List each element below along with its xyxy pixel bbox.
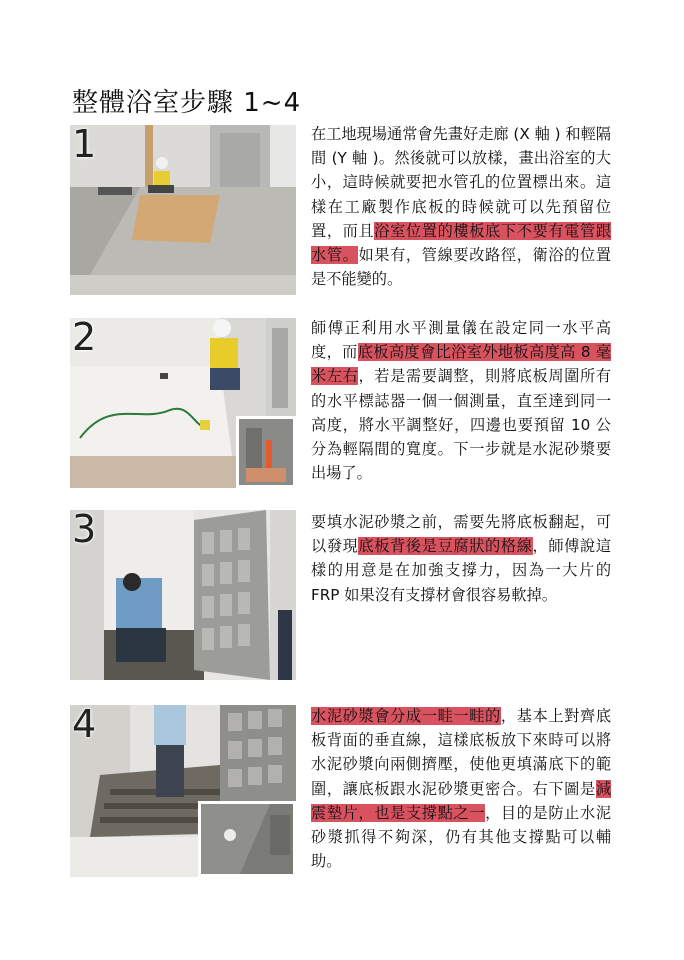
step-2-text [311, 316, 611, 485]
step-3-text-part: ，師傅說這樣的用意是在加強支撐力，因為一大片的 FRP 如果沒有支撐材會很容易軟掉。 [311, 537, 612, 604]
step-1-text-part: 在工地現場通常會先畫好走廊 (X 軸 ) 和輕隔間 (Y 軸 )。然後就可以放樣，畫出浴室的大小，這時候就要把水管孔的位置標出來。這樣在工廠製作底板的時候就可以先預留位置，而且 [311, 125, 611, 240]
step-3-text-part: 要填水泥砂漿之前，需要先將底板翻起，可以發現 [311, 513, 611, 556]
step-4-number: 4 [72, 705, 97, 746]
page-title: 整體浴室步驟 1~4 [72, 88, 302, 118]
step-2-photo [70, 318, 296, 488]
step-2-highlight: 底板高度會比浴室外地板高度高 8 毫米左右 [311, 343, 611, 386]
step-1-number: 1 [72, 125, 97, 166]
step-3-photo [70, 510, 296, 680]
step-1-text [311, 122, 611, 291]
step-1-highlight: 浴室位置的樓板底下不要有電管跟水管。 [311, 221, 612, 265]
step-1-photo [70, 125, 296, 295]
step-4-highlight: 減震墊片，也是支撐點之一 [311, 779, 611, 822]
step-3-text [311, 510, 611, 607]
step-4-text [311, 704, 611, 873]
step-4-text-part: ，基本上對齊底板背面的垂直線，這樣底板放下來時可以將水泥砂漿向兩側擠壓，使他更填滿底下的範圍，讓底板跟水泥砂漿更密合。右下圖是 [311, 707, 612, 798]
step-4-text-part: ，目的是防止水泥砂漿抓得不夠深，仍有其他支撐點可以輔助。 [311, 803, 612, 871]
step-3-number: 3 [72, 510, 97, 551]
step-4-highlight: 水泥砂漿會分成一畦一畦的 [311, 707, 501, 725]
step-2-text-part: ，若是需要調整，則將底板周圍所有的水平標誌器一個一個測量，直至達到同一高度，將水平調整好，四邊也要預留 10 公分為輕隔間的寬度。下一步就是水泥砂漿要出場了。 [311, 367, 612, 483]
step-3-highlight: 底板背後是豆腐狀的格線 [358, 537, 533, 556]
step-2-text-part: 師傅正利用水平測量儀在設定同一水平高度，而 [311, 319, 611, 362]
step-1-text-part: 如果有，管線要改路徑，衛浴的位置是不能變的。 [311, 246, 612, 289]
step-4-photo [70, 705, 296, 877]
step-2-number: 2 [72, 318, 97, 359]
